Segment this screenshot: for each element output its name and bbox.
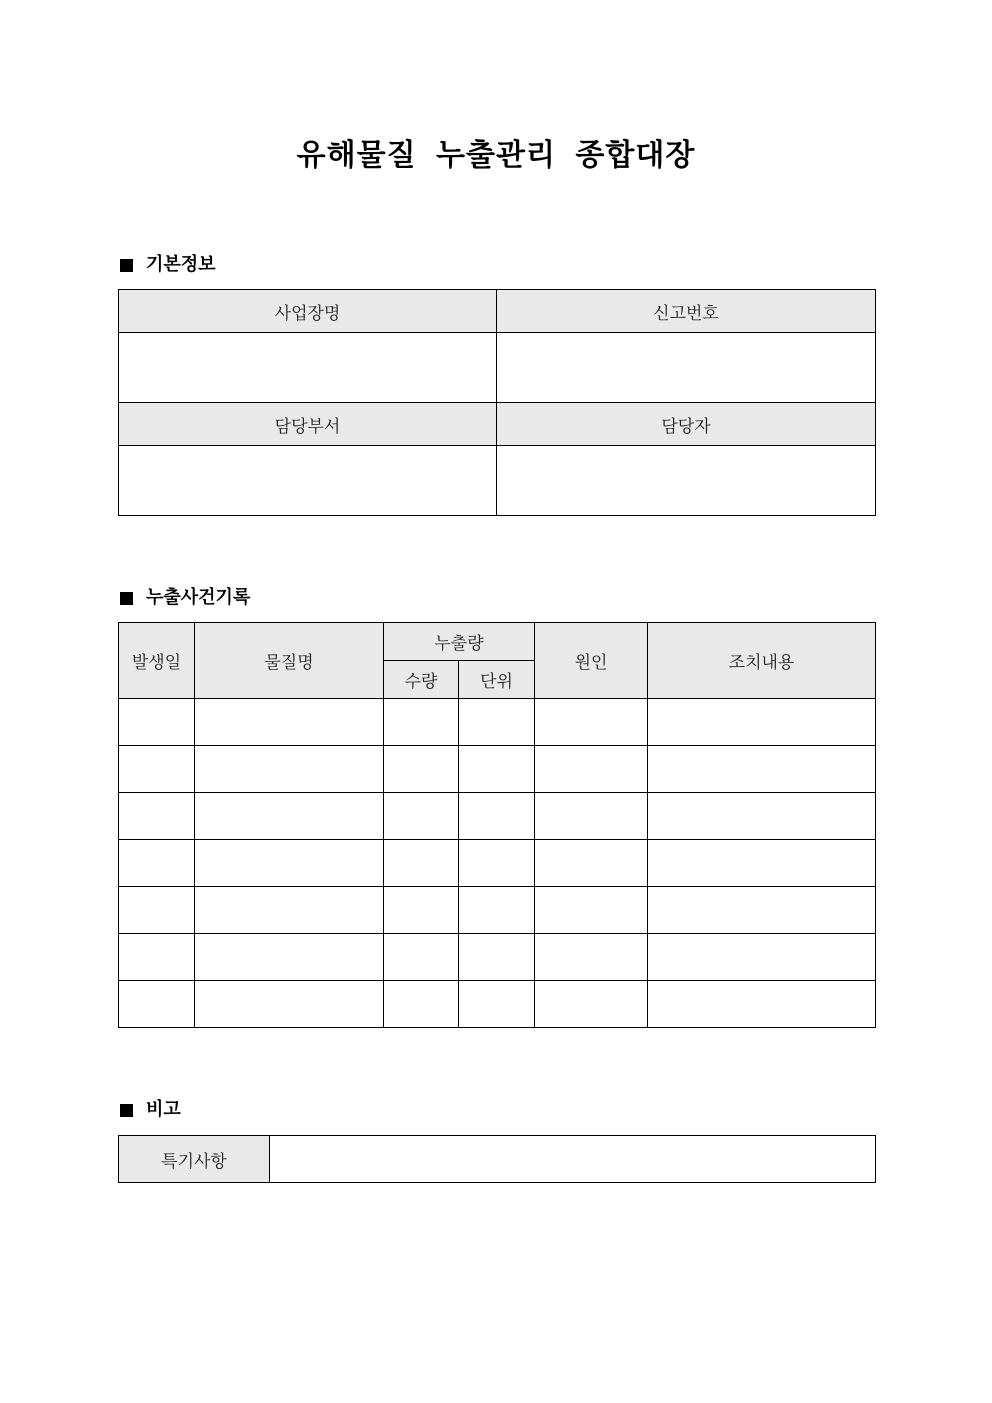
action-cell[interactable] [648, 699, 876, 746]
substance-cell[interactable] [195, 934, 384, 981]
leak-amount-column-header: 누출량 [384, 623, 535, 661]
site-name-label: 사업장명 [119, 290, 497, 333]
department-field[interactable] [119, 446, 497, 516]
date-cell[interactable] [119, 887, 195, 934]
substance-cell[interactable] [195, 699, 384, 746]
substance-cell[interactable] [195, 746, 384, 793]
cause-column-header: 원인 [535, 623, 648, 699]
basic-value-row [119, 333, 876, 403]
special-notes-label: 특기사항 [119, 1136, 270, 1183]
section-heading-incidents-label: 누출사건기록 [146, 587, 251, 608]
black-square-bullet-icon [120, 592, 133, 605]
quantity-cell[interactable] [384, 699, 459, 746]
site-name-field[interactable] [119, 333, 497, 403]
department-label: 담당부서 [119, 403, 497, 446]
action-cell[interactable] [648, 840, 876, 887]
basic-info-table [118, 289, 876, 516]
table-row [119, 840, 876, 887]
basic-header-row [119, 403, 876, 446]
document-title: 유해물질 누출관리 종합대장 [296, 138, 696, 173]
action-cell[interactable] [648, 793, 876, 840]
black-square-bullet-icon [120, 259, 133, 272]
table-row [119, 699, 876, 746]
quantity-cell[interactable] [384, 840, 459, 887]
notes-row [119, 1136, 876, 1183]
cause-cell[interactable] [535, 934, 648, 981]
date-cell[interactable] [119, 746, 195, 793]
substance-cell[interactable] [195, 840, 384, 887]
manager-field[interactable] [497, 446, 876, 516]
unit-cell[interactable] [459, 699, 535, 746]
table-row [119, 746, 876, 793]
cause-cell[interactable] [535, 840, 648, 887]
black-square-bullet-icon [120, 1104, 133, 1117]
manager-label: 담당자 [497, 403, 876, 446]
substance-cell[interactable] [195, 793, 384, 840]
unit-cell[interactable] [459, 934, 535, 981]
basic-header-row [119, 290, 876, 333]
date-cell[interactable] [119, 840, 195, 887]
unit-cell[interactable] [459, 746, 535, 793]
quantity-cell[interactable] [384, 934, 459, 981]
section-heading-notes [118, 1098, 181, 1122]
report-no-field[interactable] [497, 333, 876, 403]
unit-cell[interactable] [459, 793, 535, 840]
cause-cell[interactable] [535, 793, 648, 840]
unit-cell[interactable] [459, 981, 535, 1028]
incident-header-row [119, 623, 876, 661]
substance-cell[interactable] [195, 981, 384, 1028]
date-column-header: 발생일 [119, 623, 195, 699]
section-heading-notes-label: 비고 [146, 1099, 181, 1120]
action-cell[interactable] [648, 934, 876, 981]
quantity-column-header: 수량 [384, 661, 459, 699]
table-row [119, 793, 876, 840]
cause-cell[interactable] [535, 746, 648, 793]
section-heading-incidents [118, 586, 250, 610]
unit-cell[interactable] [459, 840, 535, 887]
cause-cell[interactable] [535, 887, 648, 934]
unit-column-header: 단위 [459, 661, 535, 699]
action-column-header: 조치내용 [648, 623, 876, 699]
quantity-cell[interactable] [384, 793, 459, 840]
special-notes-field[interactable] [270, 1136, 876, 1183]
date-cell[interactable] [119, 793, 195, 840]
quantity-cell[interactable] [384, 981, 459, 1028]
quantity-cell[interactable] [384, 746, 459, 793]
table-row [119, 981, 876, 1028]
substance-column-header: 물질명 [195, 623, 384, 699]
incident-record-table [118, 622, 876, 1028]
table-row [119, 887, 876, 934]
report-no-label: 신고번호 [497, 290, 876, 333]
section-heading-basic [118, 253, 216, 277]
action-cell[interactable] [648, 746, 876, 793]
date-cell[interactable] [119, 981, 195, 1028]
quantity-cell[interactable] [384, 887, 459, 934]
section-heading-basic-label: 기본정보 [146, 254, 216, 275]
cause-cell[interactable] [535, 699, 648, 746]
substance-cell[interactable] [195, 887, 384, 934]
action-cell[interactable] [648, 887, 876, 934]
basic-value-row [119, 446, 876, 516]
cause-cell[interactable] [535, 981, 648, 1028]
notes-table [118, 1135, 876, 1183]
date-cell[interactable] [119, 934, 195, 981]
action-cell[interactable] [648, 981, 876, 1028]
table-row [119, 934, 876, 981]
unit-cell[interactable] [459, 887, 535, 934]
date-cell[interactable] [119, 699, 195, 746]
